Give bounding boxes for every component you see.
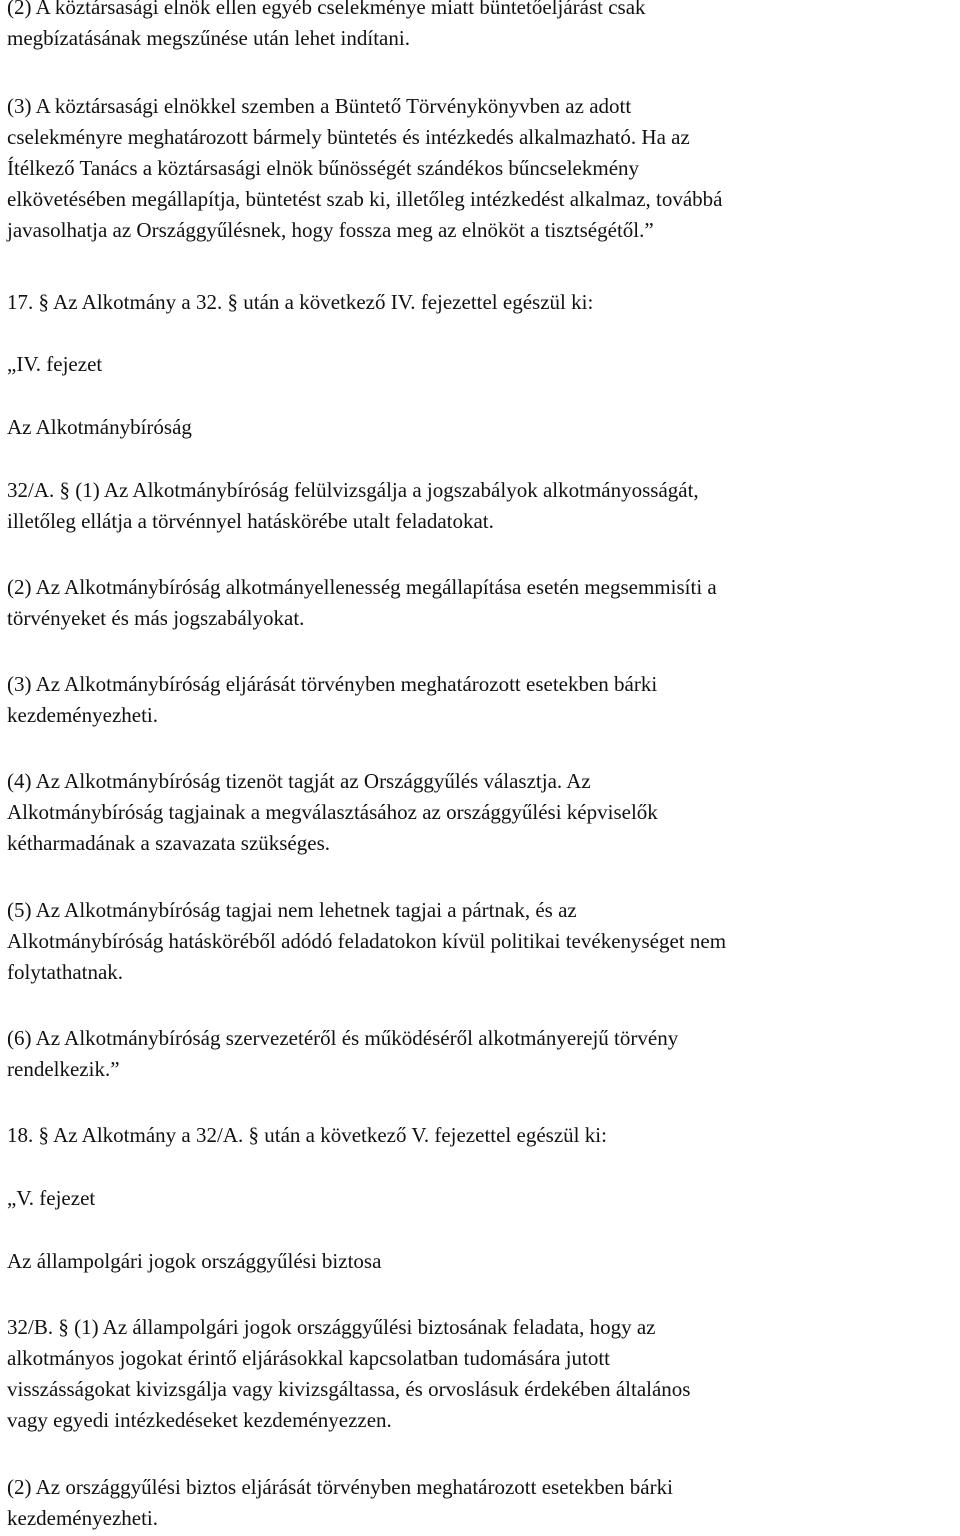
text-line: megbízatásának megszűnése után lehet indítani. [7, 26, 410, 50]
paragraph-p12 [7, 1120, 607, 1151]
paragraph-p8 [7, 669, 657, 731]
text-line: (3) Az Alkotmánybíróság eljárását törvényben meghatározott esetekben bárki [7, 672, 658, 696]
text-line: „V. fejezet [7, 1186, 96, 1210]
text-line: vagy egyedi intézkedéseket kezdeményezzen. [7, 1408, 392, 1432]
text-line: visszásságokat kivizsgálja vagy kivizsgáltassa, és orvoslásuk érdekében általános [7, 1377, 691, 1401]
text-line: törvényeket és más jogszabályokat. [7, 606, 305, 630]
paragraph-p7 [7, 572, 717, 634]
text-line: alkotmányos jogokat érintő eljárásokkal kapcsolatban tudomására jutott [7, 1346, 611, 1370]
text-line: Ítélkező Tanács a köztársasági elnök bűnösségét szándékos bűncselekmény [7, 156, 640, 180]
text-line: kezdeményezheti. [7, 1506, 158, 1530]
text-line: Az Alkotmánybíróság [7, 415, 192, 439]
text-line: elkövetésében megállapítja, büntetést szab ki, illetőleg intézkedést alkalmaz, továbbá [7, 187, 723, 211]
text-line: javasolhatja az Országgyűlésnek, hogy fossza meg az elnököt a tisztségétől.” [7, 218, 654, 242]
paragraph-p9 [7, 766, 658, 859]
paragraph-p10 [7, 895, 726, 988]
text-line: illetőleg ellátja a törvénnyel hatáskörébe utalt feladatokat. [7, 509, 494, 533]
text-line: (3) A köztársasági elnökkel szemben a Büntető Törvénykönyvben az adott [7, 94, 632, 118]
paragraph-p1 [7, 0, 646, 54]
text-line: Alkotmánybíróság tagjainak a megválasztásához az országgyűlési képviselők [7, 800, 658, 824]
chapter-heading-v [7, 1183, 95, 1214]
chapter-title-alkotmanybirosag [7, 412, 192, 443]
text-line: (4) Az Alkotmánybíróság tizenöt tagját az Országgyűlés választja. Az [7, 769, 591, 793]
paragraph-p11 [7, 1023, 678, 1085]
text-line: 32/A. § (1) Az Alkotmánybíróság felülvizsgálja a jogszabályok alkotmányosságát, [7, 478, 699, 502]
text-line: „IV. fejezet [7, 352, 103, 376]
text-line: (2) Az Alkotmánybíróság alkotmányellenesség megállapítása esetén megsemmisíti a [7, 575, 717, 599]
text-line: (5) Az Alkotmánybíróság tagjai nem lehetnek tagjai a pártnak, és az [7, 898, 577, 922]
text-line: cselekményre meghatározott bármely büntetés és intézkedés alkalmazható. Ha az [7, 125, 690, 149]
paragraph-p3 [7, 287, 593, 318]
text-line: (2) Az országgyűlési biztos eljárását törvényben meghatározott esetekben bárki [7, 1475, 673, 1499]
chapter-heading-iv [7, 349, 102, 380]
paragraph-p16 [7, 1472, 673, 1534]
text-line: 18. § Az Alkotmány a 32/A. § után a következő V. fejezettel egészül ki: [7, 1123, 607, 1147]
text-line: kezdeményezheti. [7, 703, 158, 727]
text-line: kétharmadának a szavazata szükséges. [7, 831, 330, 855]
text-line: folytathatnak. [7, 960, 124, 984]
paragraph-p15 [7, 1312, 690, 1436]
text-line: 17. § Az Alkotmány a 32. § után a következő IV. fejezettel egészül ki: [7, 290, 594, 314]
text-line: (2) A köztársasági elnök ellen egyéb cselekménye miatt büntetőeljárást csak [7, 0, 646, 19]
text-line: (6) Az Alkotmánybíróság szervezetéről és működéséről alkotmányerejű törvény [7, 1026, 679, 1050]
text-line: rendelkezik.” [7, 1057, 120, 1081]
paragraph-p6 [7, 475, 699, 537]
text-line: Alkotmánybíróság hatásköréből adódó feladatokon kívül politikai tevékenységet nem [7, 929, 727, 953]
chapter-title-biztos [7, 1246, 381, 1277]
text-line: 32/B. § (1) Az állampolgári jogok országgyűlési biztosának feladata, hogy az [7, 1315, 656, 1339]
text-line: Az állampolgári jogok országgyűlési biztosa [7, 1249, 382, 1273]
paragraph-p2 [7, 91, 723, 246]
